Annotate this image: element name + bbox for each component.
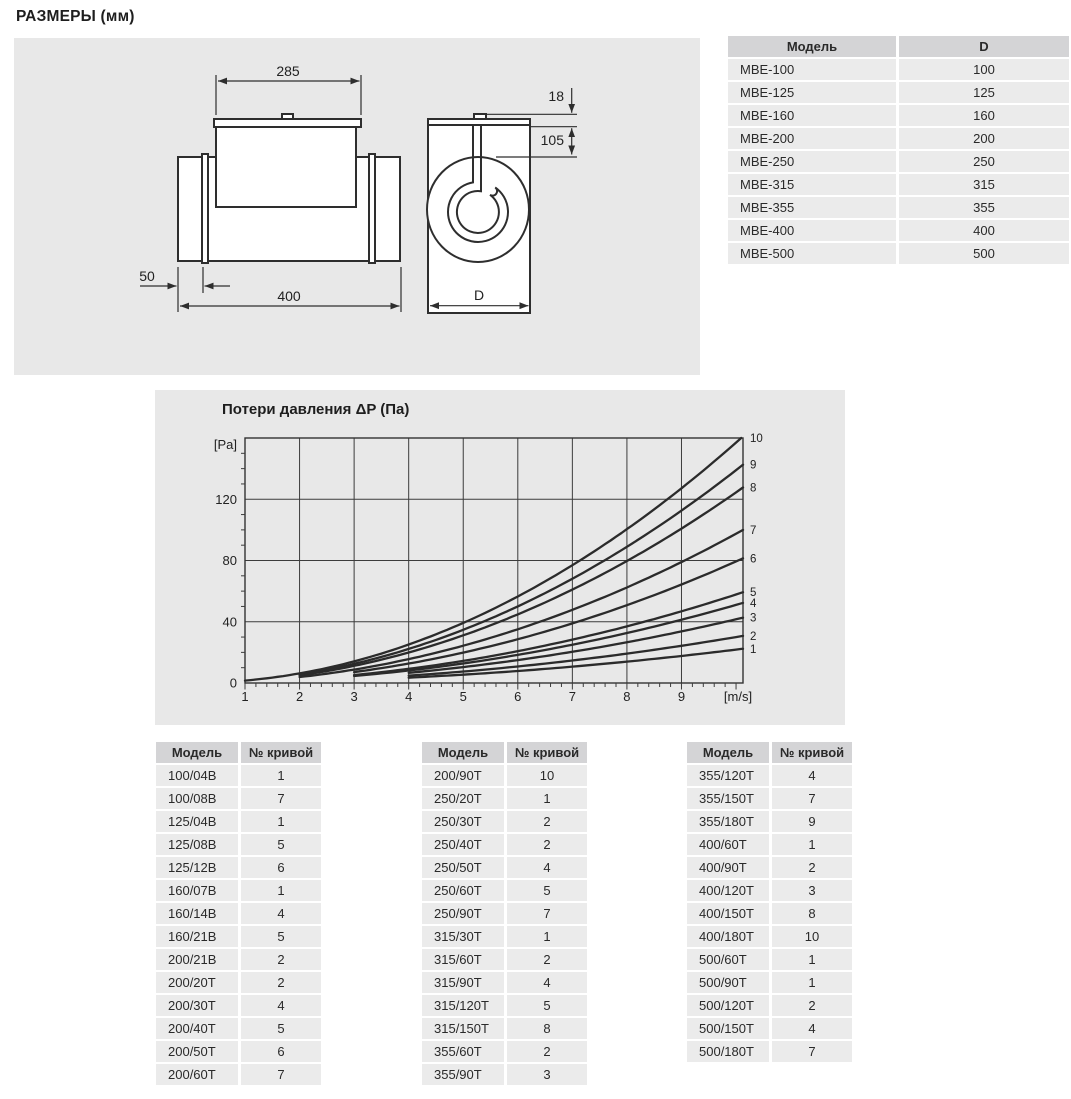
model-cell: 400/150T xyxy=(687,903,769,924)
value-cell: 5 xyxy=(241,926,321,947)
table-row xyxy=(156,926,321,947)
table-row xyxy=(687,926,852,947)
table-row xyxy=(728,128,1069,149)
x-tick-label: 3 xyxy=(350,689,358,704)
model-cell: 125/08B xyxy=(156,834,238,855)
value-cell: 1 xyxy=(772,972,852,993)
value-cell: 355 xyxy=(899,197,1069,218)
curve-number-labels xyxy=(750,433,763,656)
model-cell: 160/21B xyxy=(156,926,238,947)
table-row xyxy=(422,972,587,993)
model-cell: 200/60T xyxy=(156,1064,238,1085)
value-cell: 4 xyxy=(241,995,321,1016)
table-row xyxy=(156,811,321,832)
model-cell: MBE-315 xyxy=(728,174,896,195)
model-cell: 315/60T xyxy=(422,949,504,970)
table-header-row xyxy=(422,742,587,763)
model-cell: 400/120T xyxy=(687,880,769,901)
value-cell: 7 xyxy=(772,1041,852,1062)
value-cell: 2 xyxy=(507,811,587,832)
value-cell: 3 xyxy=(772,880,852,901)
model-cell: 250/30T xyxy=(422,811,504,832)
column-header-value: № кривой xyxy=(772,742,852,763)
x-tick-label: 8 xyxy=(623,689,631,704)
table-row xyxy=(728,174,1069,195)
model-cell: 355/90T xyxy=(422,1064,504,1085)
y-tick-label: 120 xyxy=(215,491,237,507)
value-cell: 2 xyxy=(507,834,587,855)
value-cell: 500 xyxy=(899,243,1069,264)
value-cell: 5 xyxy=(241,834,321,855)
value-cell: 100 xyxy=(899,59,1069,80)
value-cell: 4 xyxy=(507,857,587,878)
curve-table-left xyxy=(156,742,321,1087)
table-row xyxy=(728,197,1069,218)
value-cell: 200 xyxy=(899,128,1069,149)
side-view-lid xyxy=(214,119,361,127)
table-row xyxy=(687,811,852,832)
model-cell: 400/90T xyxy=(687,857,769,878)
model-cell: 355/120T xyxy=(687,765,769,786)
x-tick-label: 7 xyxy=(568,689,576,704)
table-row xyxy=(156,949,321,970)
model-cell: 160/14B xyxy=(156,903,238,924)
x-tick-label: 6 xyxy=(514,689,522,704)
column-header-value: № кривой xyxy=(241,742,321,763)
value-cell: 1 xyxy=(507,926,587,947)
model-cell: 400/60T xyxy=(687,834,769,855)
value-cell: 5 xyxy=(241,1018,321,1039)
table-row xyxy=(422,857,587,878)
table-header-row xyxy=(687,742,852,763)
table-row xyxy=(422,788,587,809)
value-cell: 4 xyxy=(772,1018,852,1039)
table-row xyxy=(687,880,852,901)
model-cell: MBE-160 xyxy=(728,105,896,126)
x-tick-label: 5 xyxy=(459,689,467,704)
curve-label-5: 5 xyxy=(750,587,757,600)
table-row xyxy=(422,834,587,855)
pressure-loss-chart xyxy=(155,390,845,725)
column-header-model: Модель xyxy=(728,36,896,57)
model-cell: 355/180T xyxy=(687,811,769,832)
value-cell: 7 xyxy=(772,788,852,809)
table-row xyxy=(156,857,321,878)
table-row xyxy=(687,903,852,924)
model-cell: 315/120T xyxy=(422,995,504,1016)
table-row xyxy=(422,949,587,970)
y-axis-unit: [Pa] xyxy=(213,437,237,452)
value-cell: 4 xyxy=(507,972,587,993)
model-cell: MBE-355 xyxy=(728,197,896,218)
side-view-lid-nub xyxy=(282,114,293,119)
table-row xyxy=(728,82,1069,103)
table-row xyxy=(422,1041,587,1062)
value-cell: 4 xyxy=(241,903,321,924)
model-cell: 355/60T xyxy=(422,1041,504,1062)
model-cell: 200/40T xyxy=(156,1018,238,1039)
table-row xyxy=(687,949,852,970)
dim-18: 18 xyxy=(548,88,564,104)
column-header-value: № кривой xyxy=(507,742,587,763)
model-cell: 125/04B xyxy=(156,811,238,832)
curve-label-6: 6 xyxy=(750,553,757,566)
value-cell: 1 xyxy=(772,949,852,970)
value-cell: 1 xyxy=(772,834,852,855)
curve-label-4: 4 xyxy=(750,597,757,610)
model-cell: 200/21B xyxy=(156,949,238,970)
y-tick-label: 40 xyxy=(222,614,237,630)
curve-label-8: 8 xyxy=(750,482,757,495)
model-cell: 500/180T xyxy=(687,1041,769,1062)
curve-label-7: 7 xyxy=(750,524,757,537)
value-cell: 315 xyxy=(899,174,1069,195)
value-cell: 8 xyxy=(772,903,852,924)
model-cell: 315/90T xyxy=(422,972,504,993)
model-cell: 250/60T xyxy=(422,880,504,901)
side-view-right-flange xyxy=(369,154,375,263)
value-cell: 7 xyxy=(507,903,587,924)
dimensions-drawing xyxy=(14,38,700,375)
dim-D: D xyxy=(473,287,485,303)
front-view-lid-nub xyxy=(474,114,486,119)
dim-285: 285 xyxy=(276,63,300,79)
y-tick-label: 0 xyxy=(229,675,237,691)
x-tick-label: 1 xyxy=(241,689,249,704)
table-row xyxy=(156,765,321,786)
value-cell: 2 xyxy=(772,995,852,1016)
dim-50: 50 xyxy=(139,268,155,284)
value-cell: 10 xyxy=(772,926,852,947)
curve-label-9: 9 xyxy=(750,459,757,472)
column-header-model: Модель xyxy=(156,742,238,763)
model-cell: MBE-200 xyxy=(728,128,896,149)
value-cell: 2 xyxy=(507,1041,587,1062)
model-cell: MBE-400 xyxy=(728,220,896,241)
model-cell: 500/90T xyxy=(687,972,769,993)
model-cell: MBE-100 xyxy=(728,59,896,80)
table-row xyxy=(422,926,587,947)
model-cell: 250/20T xyxy=(422,788,504,809)
table-row xyxy=(687,972,852,993)
column-header-value: D xyxy=(899,36,1069,57)
table-header-row xyxy=(728,36,1069,57)
model-cell: 200/50T xyxy=(156,1041,238,1062)
x-tick-label: 4 xyxy=(405,689,413,704)
value-cell: 2 xyxy=(772,857,852,878)
table-row xyxy=(687,1018,852,1039)
model-cell: 250/90T xyxy=(422,903,504,924)
value-cell: 2 xyxy=(241,972,321,993)
table-row xyxy=(728,151,1069,172)
value-cell: 8 xyxy=(507,1018,587,1039)
table-row xyxy=(156,1018,321,1039)
x-tick-label: 9 xyxy=(677,689,686,704)
model-cell: 125/12B xyxy=(156,857,238,878)
table-row xyxy=(422,903,587,924)
front-view-duct-circle xyxy=(427,157,529,262)
model-cell: 355/150T xyxy=(687,788,769,809)
table-row xyxy=(422,811,587,832)
value-cell: 1 xyxy=(241,811,321,832)
model-cell: 100/04B xyxy=(156,765,238,786)
column-header-model: Модель xyxy=(687,742,769,763)
y-tick-label: 80 xyxy=(222,553,237,568)
table-row xyxy=(687,788,852,809)
value-cell: 4 xyxy=(772,765,852,786)
value-cell: 2 xyxy=(241,949,321,970)
curve-table-right xyxy=(687,742,852,1064)
value-cell: 6 xyxy=(241,1041,321,1062)
model-cell: 500/60T xyxy=(687,949,769,970)
value-cell: 7 xyxy=(241,788,321,809)
table-row xyxy=(156,834,321,855)
value-cell: 2 xyxy=(507,949,587,970)
value-cell: 160 xyxy=(899,105,1069,126)
pressure-loss-chart-panel xyxy=(155,390,845,725)
value-cell: 1 xyxy=(241,880,321,901)
pressure-curve-9 xyxy=(300,465,743,675)
pressure-curve-4 xyxy=(354,603,743,676)
curve-label-10: 10 xyxy=(750,433,763,445)
value-cell: 9 xyxy=(772,811,852,832)
curve-label-1: 1 xyxy=(750,643,757,656)
table-row xyxy=(728,105,1069,126)
model-cell: 200/20T xyxy=(156,972,238,993)
side-view-terminal-box xyxy=(216,127,356,207)
model-cell: 250/50T xyxy=(422,857,504,878)
value-cell: 400 xyxy=(899,220,1069,241)
model-cell: MBE-250 xyxy=(728,151,896,172)
value-cell: 125 xyxy=(899,82,1069,103)
x-axis-unit: [m/s] xyxy=(723,689,753,704)
table-row xyxy=(687,834,852,855)
model-cell: 160/07B xyxy=(156,880,238,901)
model-cell: MBE-500 xyxy=(728,243,896,264)
pressure-curves xyxy=(245,438,743,681)
value-cell: 7 xyxy=(241,1064,321,1085)
model-cell: 500/150T xyxy=(687,1018,769,1039)
column-header-model: Модель xyxy=(422,742,504,763)
dim-400: 400 xyxy=(277,288,301,304)
value-cell: 5 xyxy=(507,995,587,1016)
model-cell: 500/120T xyxy=(687,995,769,1016)
model-cell: 200/30T xyxy=(156,995,238,1016)
model-cell: MBE-125 xyxy=(728,82,896,103)
model-cell: 200/90T xyxy=(422,765,504,786)
curve-label-3: 3 xyxy=(750,612,757,625)
table-row xyxy=(422,1018,587,1039)
table-row xyxy=(687,857,852,878)
table-row xyxy=(422,765,587,786)
value-cell: 10 xyxy=(507,765,587,786)
model-cell: 250/40T xyxy=(422,834,504,855)
table-row xyxy=(687,765,852,786)
table-row xyxy=(728,220,1069,241)
table-row xyxy=(156,903,321,924)
value-cell: 5 xyxy=(507,880,587,901)
table-row xyxy=(156,880,321,901)
model-cell: 400/180T xyxy=(687,926,769,947)
value-cell: 3 xyxy=(507,1064,587,1085)
table-row xyxy=(422,1064,587,1085)
table-row xyxy=(156,1041,321,1062)
curve-label-2: 2 xyxy=(750,630,757,643)
curve-table-middle xyxy=(422,742,587,1087)
value-cell: 6 xyxy=(241,857,321,878)
table-row xyxy=(156,972,321,993)
table-row xyxy=(728,243,1069,264)
side-view-left-flange xyxy=(202,154,208,263)
model-cell: 315/150T xyxy=(422,1018,504,1039)
chart-title: Потери давления ΔP (Па) xyxy=(222,401,410,418)
table-row xyxy=(687,1041,852,1062)
x-tick-label: 2 xyxy=(295,689,304,704)
dimensions-drawing-panel xyxy=(14,38,700,375)
table-row xyxy=(687,995,852,1016)
model-cell: 315/30T xyxy=(422,926,504,947)
table-row xyxy=(156,788,321,809)
page-title: РАЗМЕРЫ (мм) xyxy=(16,8,135,25)
value-cell: 1 xyxy=(507,788,587,809)
table-row xyxy=(728,59,1069,80)
table-row xyxy=(422,880,587,901)
pressure-curve-10 xyxy=(245,438,741,681)
value-cell: 1 xyxy=(241,765,321,786)
table-row xyxy=(422,995,587,1016)
value-cell: 250 xyxy=(899,151,1069,172)
table-row xyxy=(156,995,321,1016)
model-cell: 100/08B xyxy=(156,788,238,809)
model-diameter-table xyxy=(728,36,1069,266)
table-row xyxy=(156,1064,321,1085)
table-header-row xyxy=(156,742,321,763)
dim-105: 105 xyxy=(540,132,564,148)
